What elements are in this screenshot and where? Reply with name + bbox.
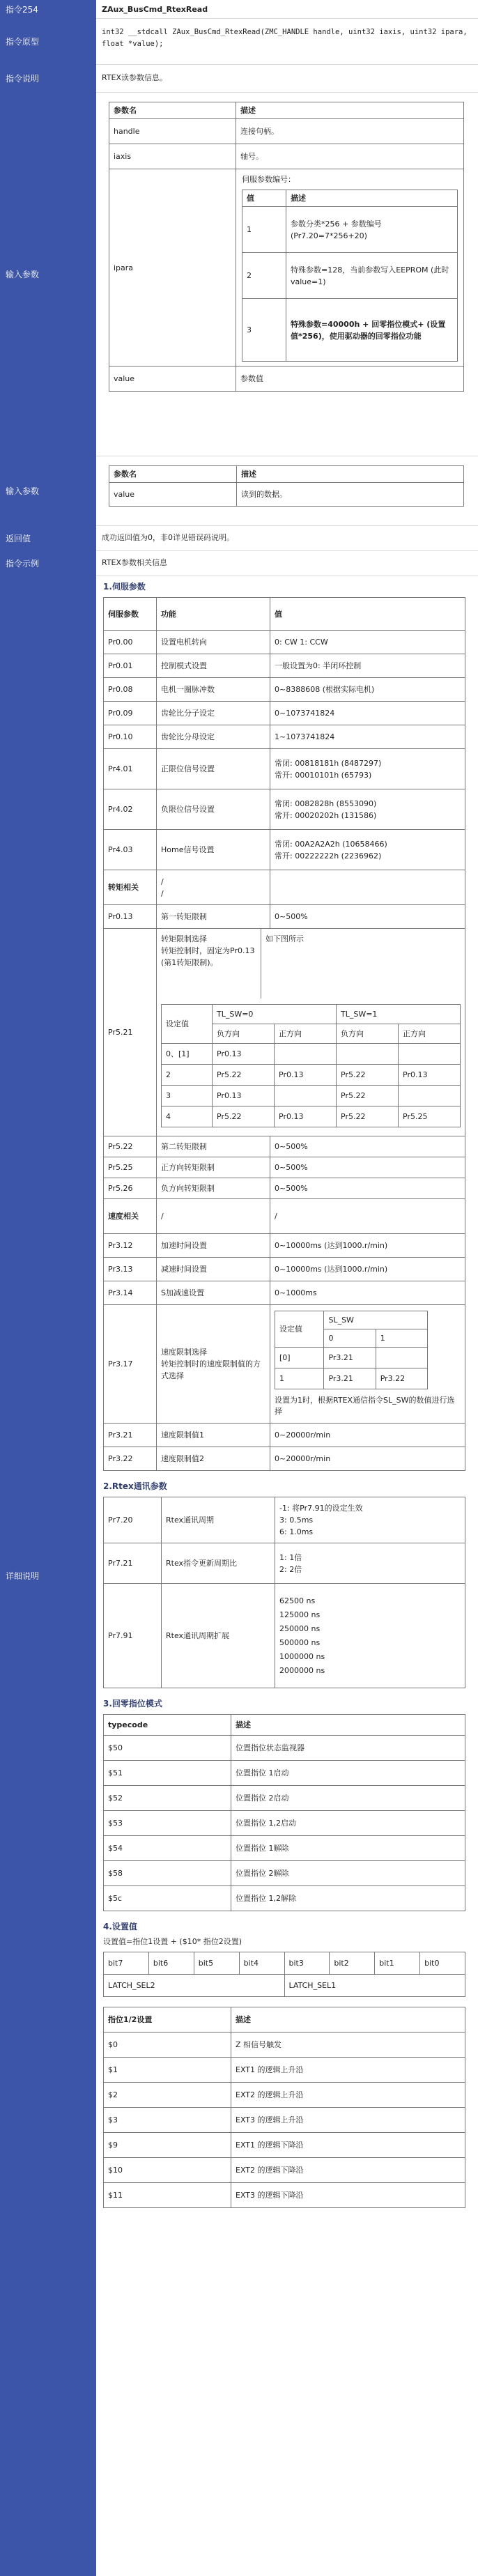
speed-sub-cell: [0] — [275, 1348, 324, 1368]
servo-func: 正限位信号设置 — [157, 749, 270, 789]
servo-header: 伺服参数 — [104, 598, 157, 631]
servo-code: Pr5.22 — [104, 1136, 157, 1157]
torque-sub-cell: Pr5.22 — [213, 1065, 275, 1086]
output-header: 参数名 — [109, 466, 237, 483]
rtex-func: Rtex通讯周期扩展 — [162, 1584, 275, 1688]
torque-select-val: 如下图所示 — [265, 934, 304, 943]
latch-code: $1 — [104, 2058, 231, 2083]
input-header-name: 参数名 — [109, 102, 236, 119]
bit-table — [103, 1952, 465, 1997]
servo-val: 常闭: 00A2A2A2h (10658466) 常开: 00222222h (2236962) — [270, 830, 465, 870]
bit-cell: bit2 — [330, 1952, 375, 1975]
latch-code: $9 — [104, 2133, 231, 2158]
latch-desc: Z 相信号触发 — [231, 2033, 465, 2058]
homing-code: $50 — [104, 1736, 231, 1761]
torque-sub-header: TL_SW=0 — [213, 1005, 337, 1024]
ipara-sub-header: 值 — [242, 190, 286, 207]
homing-code: $53 — [104, 1811, 231, 1836]
torque-sub-cell: Pr5.22 — [337, 1106, 399, 1127]
servo-code: Pr4.02 — [104, 789, 157, 830]
servo-code: Pr0.10 — [104, 725, 157, 749]
servo-func: 负方向转矩限制 — [157, 1178, 270, 1199]
input-row-desc: 轴号。 — [236, 144, 464, 169]
latch-code: $11 — [104, 2183, 231, 2208]
bit-cell: bit0 — [420, 1952, 465, 1975]
servo-func: 加速时间设置 — [157, 1234, 270, 1258]
servo-code: Pr3.17 — [104, 1305, 157, 1424]
torque-sub-cell: Pr0.13 — [213, 1044, 275, 1065]
homing-header: 描述 — [231, 1715, 465, 1736]
bit-cell: bit1 — [375, 1952, 420, 1975]
torque-select-func: 转矩限制选择 转矩控制时，固定为Pr0.13 (第1转矩限制)。 — [157, 929, 261, 998]
latch-code: $10 — [104, 2158, 231, 2183]
output-body — [96, 456, 478, 525]
servo-val: 0~1000ms — [270, 1281, 465, 1305]
output-row-name: value — [109, 483, 237, 507]
servo-header: 功能 — [157, 598, 270, 631]
header-row — [0, 0, 478, 19]
servo-header: 值 — [270, 598, 465, 631]
rtex-func: Rtex指令更新周期比 — [162, 1543, 275, 1584]
latch-header: 指位1/2设置 — [104, 2007, 231, 2033]
servo-code: Pr3.22 — [104, 1447, 157, 1471]
input-row-desc: 参数值 — [236, 367, 464, 392]
output-header: 描述 — [237, 466, 464, 483]
servo-func: 正方向转矩限制 — [157, 1157, 270, 1178]
homing-code: $54 — [104, 1836, 231, 1861]
latch-code: $3 — [104, 2108, 231, 2133]
servo-val: 0~500% — [270, 1178, 465, 1199]
torque-sub-cell: Pr0.13 — [399, 1065, 461, 1086]
description-value: RTEX读参数信息。 — [102, 73, 168, 82]
homing-mode-table — [103, 1714, 465, 1911]
homing-desc: 位置指位 2解除 — [231, 1861, 465, 1886]
bit-cell: bit4 — [239, 1952, 284, 1975]
torque-sub-cell: Pr0.13 — [275, 1065, 337, 1086]
torque-sub-cell: 0、[1] — [162, 1044, 213, 1065]
speed-sub-header: SL_SW — [324, 1311, 428, 1329]
section-title: 4.设置值 — [103, 1922, 137, 1931]
speed-group-c2: / — [157, 1199, 270, 1234]
servo-code: Pr0.08 — [104, 678, 157, 702]
servo-code: Pr3.12 — [104, 1234, 157, 1258]
servo-param-table — [103, 597, 465, 1471]
ipara-sub-val: 1 — [242, 207, 286, 253]
servo-func: 负限位信号设置 — [157, 789, 270, 830]
servo-val: 常闭: 0082828h (8553090) 常开: 00020202h (131586) — [270, 789, 465, 830]
output-table — [109, 465, 464, 507]
output-label: 输入参数 — [0, 456, 96, 525]
prototype-value: int32 __stdcall ZAux_BusCmd_RtexRead(ZMC_HANDLE handle, uint32 iaxis, uint32 ipara, float *value); — [102, 28, 468, 48]
servo-func: S加减速设置 — [157, 1281, 270, 1305]
servo-val: 一般设置为0: 半闭环控制 — [270, 654, 465, 678]
homing-desc: 位置指位 1,2启动 — [231, 1811, 465, 1836]
ipara-sub-header: 描述 — [286, 190, 458, 207]
detail-row — [0, 576, 478, 2576]
servo-code: Pr0.13 — [104, 905, 157, 929]
homing-desc: 位置指位 1,2解除 — [231, 1886, 465, 1911]
servo-val: 0~500% — [270, 905, 465, 929]
torque-sub-cell: Pr0.13 — [275, 1106, 337, 1127]
servo-func: 减速时间设置 — [157, 1258, 270, 1281]
torque-sub-dir: 正方向 — [399, 1024, 461, 1044]
ipara-sub-val: 3 — [242, 299, 286, 362]
homing-desc: 位置指位 2启动 — [231, 1786, 465, 1811]
servo-code: Pr4.01 — [104, 749, 157, 789]
servo-func: 齿轮比分母设定 — [157, 725, 270, 749]
input-header-desc: 描述 — [236, 102, 464, 119]
detail-body — [96, 576, 478, 2576]
torque-group-title: 转矩相关 — [104, 870, 157, 905]
latch-desc: EXT2 的逻辑上升沿 — [231, 2083, 465, 2108]
latch-setting-table — [103, 2007, 465, 2208]
torque-select-subtable — [161, 1004, 461, 1127]
servo-func: 控制模式设置 — [157, 654, 270, 678]
ipara-sub-desc: 参数分类*256 + 参数编号 (Pr7.20=7*256+20) — [286, 207, 458, 253]
bit-cell: bit7 — [104, 1952, 149, 1975]
latch-desc: EXT2 的逻辑下降沿 — [231, 2158, 465, 2183]
section-title: 1.伺服参数 — [103, 582, 146, 592]
speed-sub-cell: 1 — [275, 1368, 324, 1389]
latch-desc: EXT1 的逻辑上升沿 — [231, 2058, 465, 2083]
prototype-row — [0, 18, 478, 65]
speed-sub-header: 0 — [324, 1329, 376, 1348]
torque-sub-dir: 正方向 — [275, 1024, 337, 1044]
rtex-code: Pr7.21 — [104, 1543, 162, 1584]
servo-func: 第二转矩限制 — [157, 1136, 270, 1157]
speed-sub-cell: Pr3.21 — [324, 1368, 376, 1389]
rtex-code: Pr7.91 — [104, 1584, 162, 1688]
latch-cell: LATCH_SEL2 — [104, 1975, 285, 1997]
input-row-name: handle — [109, 119, 236, 144]
speed-group-title: 速度相关 — [104, 1199, 157, 1234]
servo-func: 速度限制值1 — [157, 1424, 270, 1447]
output-row-desc: 读到的数据。 — [237, 483, 464, 507]
servo-func: 齿轮比分子设定 — [157, 702, 270, 725]
homing-desc: 位置指位 1解除 — [231, 1836, 465, 1861]
homing-code: $58 — [104, 1861, 231, 1886]
servo-code: Pr0.01 — [104, 654, 157, 678]
torque-sub-cell: Pr5.25 — [399, 1106, 461, 1127]
rtex-func: Rtex通讯周期 — [162, 1497, 275, 1543]
return-label: 返回值 — [0, 525, 96, 550]
bit-cell: bit3 — [284, 1952, 330, 1975]
servo-code: Pr0.09 — [104, 702, 157, 725]
servo-val: 0~10000ms (达到1000.r/min) — [270, 1258, 465, 1281]
servo-val: 0~500% — [270, 1136, 465, 1157]
latch-header: 描述 — [231, 2007, 465, 2033]
servo-func: 电机一圈脉冲数 — [157, 678, 270, 702]
homing-header: typecode — [104, 1715, 231, 1736]
section-title: 3.回零指位模式 — [103, 1699, 162, 1709]
return-row — [0, 525, 478, 551]
servo-code: Pr3.13 — [104, 1258, 157, 1281]
latch-code: $2 — [104, 2083, 231, 2108]
ipara-sub-val: 2 — [242, 253, 286, 299]
rtex-code: Pr7.20 — [104, 1497, 162, 1543]
servo-val: 0~8388608 (根据实际电机) — [270, 678, 465, 702]
input-row-desc: 连接句柄。 — [236, 119, 464, 144]
servo-val: 0~20000r/min — [270, 1447, 465, 1471]
ipara-subtable — [242, 190, 458, 362]
servo-val: 1~1073741824 — [270, 725, 465, 749]
input-ipara-name: ipara — [109, 169, 236, 367]
speed-select-subtable — [275, 1311, 428, 1389]
setting-formula: 设置值=指位1设置 + ($10* 指位2设置) — [103, 1937, 242, 1946]
torque-sub-cell: Pr5.22 — [213, 1106, 275, 1127]
servo-func: Home信号设置 — [157, 830, 270, 870]
input-row-name: value — [109, 367, 236, 392]
torque-sub-header: 设定值 — [162, 1005, 213, 1044]
homing-code: $51 — [104, 1761, 231, 1786]
servo-val: 0~20000r/min — [270, 1424, 465, 1447]
latch-code: $0 — [104, 2033, 231, 2058]
servo-val: 0~500% — [270, 1157, 465, 1178]
example-label: 指令示例 — [0, 550, 96, 576]
latch-cell: LATCH_SEL1 — [284, 1975, 465, 1997]
speed-sub-cell: Pr3.22 — [376, 1368, 427, 1389]
servo-val: 常闭: 00818181h (8487297) 常开: 00010101h (65793) — [270, 749, 465, 789]
homing-desc: 位置指位 1启动 — [231, 1761, 465, 1786]
torque-sub-cell: Pr5.22 — [337, 1086, 399, 1106]
section-title: 2.Rtex通讯参数 — [103, 1481, 167, 1491]
example-row — [0, 550, 478, 576]
speed-sub-cell: Pr3.21 — [324, 1348, 376, 1368]
speed-group-c3: / — [270, 1199, 465, 1234]
rtex-val: 62500 ns 125000 ns 250000 ns 500000 ns 1000000 ns 2000000 ns — [275, 1584, 465, 1688]
servo-code: Pr5.25 — [104, 1157, 157, 1178]
torque-sub-cell: 2 — [162, 1065, 213, 1086]
servo-code: Pr5.26 — [104, 1178, 157, 1199]
output-row — [0, 456, 478, 526]
homing-code: $5c — [104, 1886, 231, 1911]
rtex-val: 1: 1倍 2: 2倍 — [275, 1543, 465, 1584]
latch-desc: EXT1 的逻辑下降沿 — [231, 2133, 465, 2158]
speed-select-note: 设置为1时，根据RTEX通信指令SL_SW的数值进行选择 — [275, 1396, 455, 1416]
speed-select-cell — [270, 1305, 465, 1424]
rtex-val: -1: 将Pr7.91的设定生效 3: 0.5ms 6: 1.0ms — [275, 1497, 465, 1543]
input-ipara-desc-cell — [236, 169, 464, 367]
latch-desc: EXT3 的逻辑上升沿 — [231, 2108, 465, 2133]
torque-sub-cell: Pr0.13 — [213, 1086, 275, 1106]
servo-code: Pr3.14 — [104, 1281, 157, 1305]
example-value: RTEX参数相关信息 — [102, 558, 168, 567]
servo-func: 第一转矩限制 — [157, 905, 270, 929]
input-body — [96, 92, 478, 456]
description-row — [0, 64, 478, 93]
torque-group-c2: / / — [157, 870, 270, 905]
detail-label: 详细说明 — [0, 576, 96, 2576]
servo-code: Pr5.21 — [104, 929, 157, 1136]
prototype-label: 指令原型 — [0, 18, 96, 64]
bit-cell: bit6 — [148, 1952, 194, 1975]
speed-select-func: 速度限制选择 转矩控制时的速度限制值的方式选择 — [157, 1305, 270, 1424]
rtex-comm-table — [103, 1497, 465, 1688]
header-value: ZAux_BusCmd_RtexRead — [102, 5, 208, 14]
servo-func: 设置电机转向 — [157, 631, 270, 654]
servo-code: Pr3.21 — [104, 1424, 157, 1447]
input-table — [109, 102, 464, 392]
input-ipara-desc: 伺服参数编号： — [242, 175, 295, 184]
servo-code: Pr4.03 — [104, 830, 157, 870]
latch-desc: EXT3 的逻辑下降沿 — [231, 2183, 465, 2208]
servo-code: Pr0.00 — [104, 631, 157, 654]
torque-sub-cell: Pr5.22 — [337, 1065, 399, 1086]
torque-sub-header: TL_SW=1 — [337, 1005, 461, 1024]
torque-select-cell — [157, 929, 465, 1136]
ipara-sub-desc: 特殊参数=40000h + 回零指位模式+ (设置值*256)，使用驱动器的回零指位功能 — [286, 299, 458, 362]
servo-val: 0~10000ms (达到1000.r/min) — [270, 1234, 465, 1258]
speed-sub-header: 设定值 — [275, 1311, 324, 1348]
servo-func: 速度限制值2 — [157, 1447, 270, 1471]
return-value: 成功返回值为0，非0详见错误码说明。 — [102, 533, 234, 542]
ipara-sub-desc: 特殊参数=128，当前参数写入EEPROM (此时value=1) — [286, 253, 458, 299]
homing-code: $52 — [104, 1786, 231, 1811]
torque-sub-dir: 负方向 — [213, 1024, 275, 1044]
torque-sub-cell: 3 — [162, 1086, 213, 1106]
description-label: 指令说明 — [0, 64, 96, 92]
homing-desc: 位置指位状态监视器 — [231, 1736, 465, 1761]
header-label: 指令254 — [0, 0, 96, 18]
bit-cell: bit5 — [194, 1952, 239, 1975]
torque-sub-cell: 4 — [162, 1106, 213, 1127]
servo-val: 0: CW 1: CCW — [270, 631, 465, 654]
input-label: 输入参数 — [0, 92, 96, 456]
torque-sub-dir: 负方向 — [337, 1024, 399, 1044]
servo-val: 0~1073741824 — [270, 702, 465, 725]
input-row-name: iaxis — [109, 144, 236, 169]
torque-group-c3 — [270, 870, 465, 905]
speed-sub-header: 1 — [376, 1329, 427, 1348]
input-row — [0, 92, 478, 456]
